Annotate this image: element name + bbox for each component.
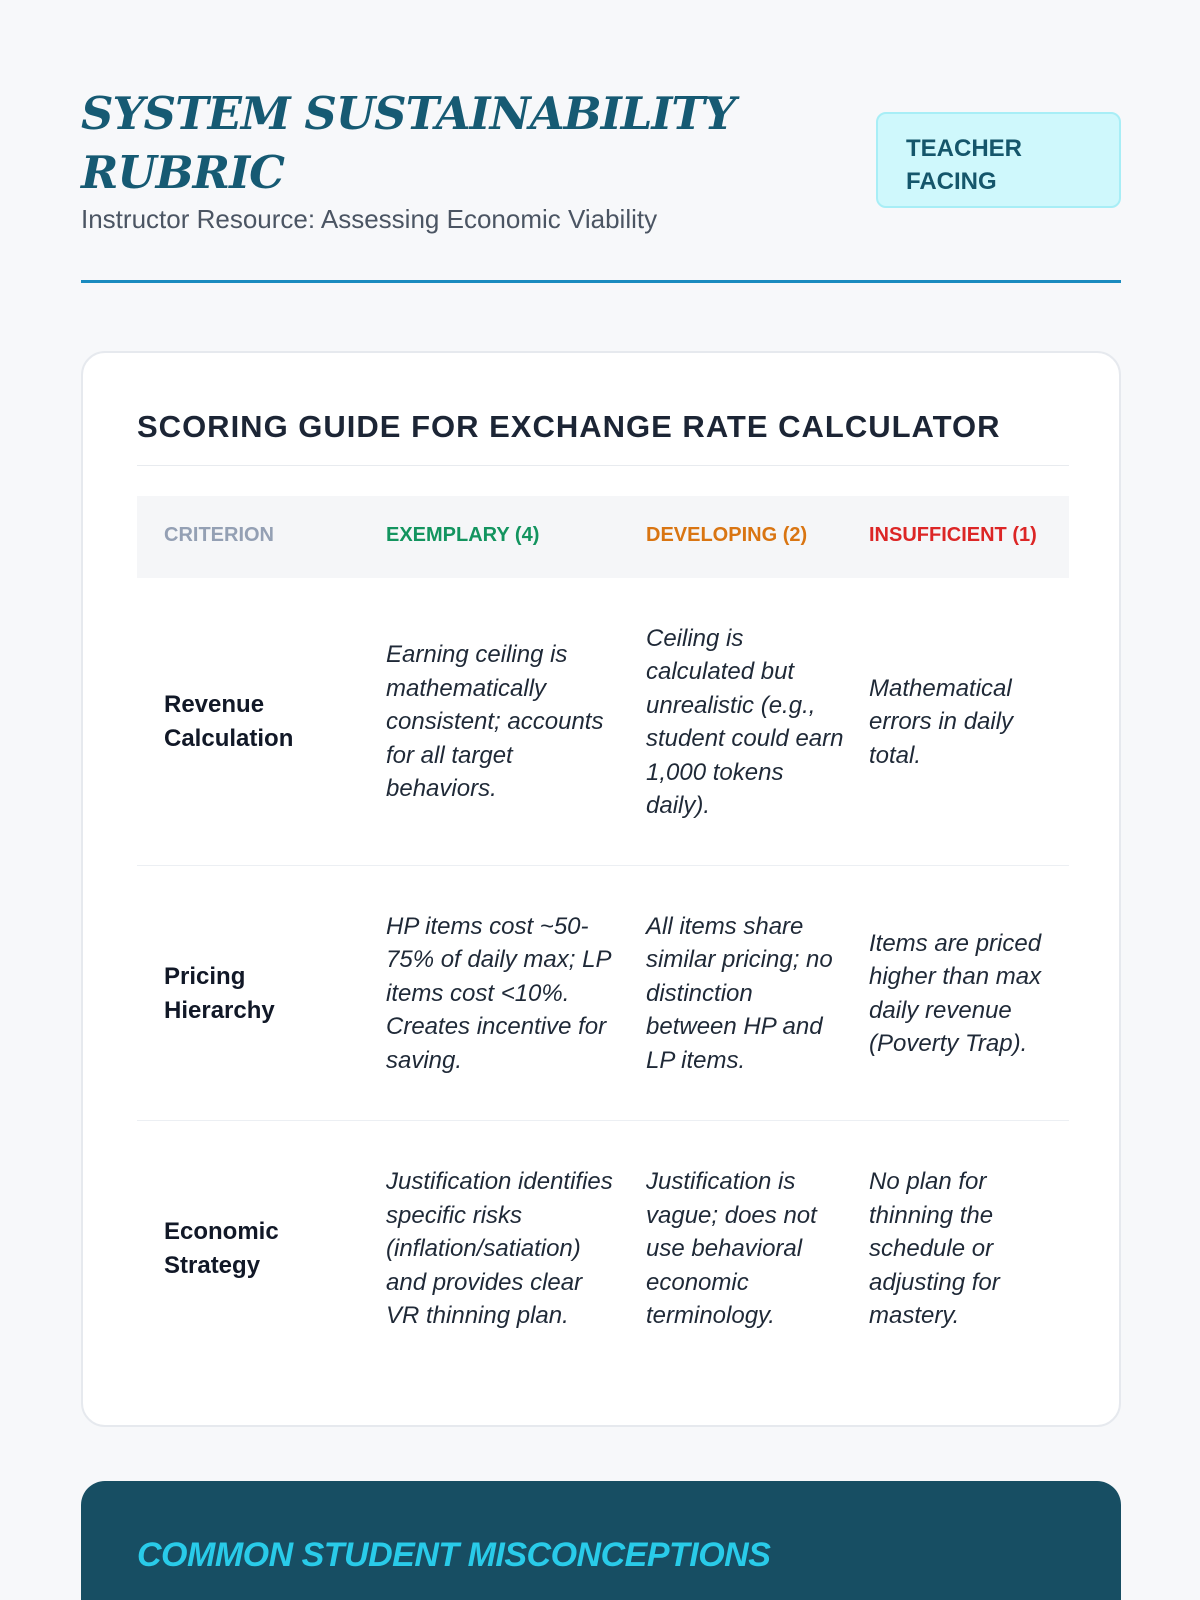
page-header (81, 84, 1121, 284)
criterion-cell: Revenue Calculation (164, 691, 294, 752)
insufficient-cell: No plan for thinning the schedule or adjusting for mastery. (869, 1168, 1000, 1330)
column-header-developing: DEVELOPING (2) (646, 524, 808, 546)
insufficient-cell: Mathematical errors in daily total. (869, 674, 1014, 769)
table-row (137, 1121, 1069, 1377)
column-header-exemplary: EXEMPLARY (4) (386, 524, 540, 546)
developing-cell: Justification is vague; does not use behavioral economic terminology. (646, 1168, 817, 1330)
misconceptions-panel (81, 1481, 1121, 1600)
exemplary-cell: HP items cost ~50-75% of daily max; LP items cost <10%. Creates incentive for saving. (386, 912, 611, 1074)
scoring-guide-title: SCORING GUIDE FOR EXCHANGE RATE CALCULATOR (137, 409, 1069, 466)
table-row (137, 866, 1069, 1121)
developing-cell: All items share similar pricing; no distinction between HP and LP items. (646, 912, 833, 1074)
insufficient-cell: Items are priced higher than max daily revenue (Poverty Trap). (869, 929, 1042, 1057)
column-header-insufficient: INSUFFICIENT (1) (869, 524, 1037, 546)
header-divider (81, 280, 1121, 283)
criterion-cell: Economic Strategy (164, 1218, 279, 1279)
exemplary-cell: Earning ceiling is mathematically consistent; accounts for all target behaviors. (386, 641, 604, 803)
scoring-guide-card (81, 351, 1121, 1427)
criterion-cell: Pricing Hierarchy (164, 962, 275, 1024)
audience-badge: TEACHER FACING (876, 112, 1121, 208)
table-row (137, 578, 1069, 866)
misconceptions-title: COMMON STUDENT MISCONCEPTIONS (137, 1536, 771, 1574)
exemplary-cell: Justification identifies specific risks (inflation/satiation) and provides clear VR thinning plan. (386, 1168, 613, 1330)
column-header-criterion: CRITERION (164, 524, 274, 546)
page-subtitle: Instructor Resource: Assessing Economic Viability (81, 204, 658, 234)
rubric-table-header (137, 496, 1069, 578)
developing-cell: Ceiling is calculated but unrealistic (e.g., student could earn 1,000 tokens daily). (646, 624, 844, 819)
page-title: SYSTEM SUSTAINABILITY RUBRIC (81, 87, 736, 199)
